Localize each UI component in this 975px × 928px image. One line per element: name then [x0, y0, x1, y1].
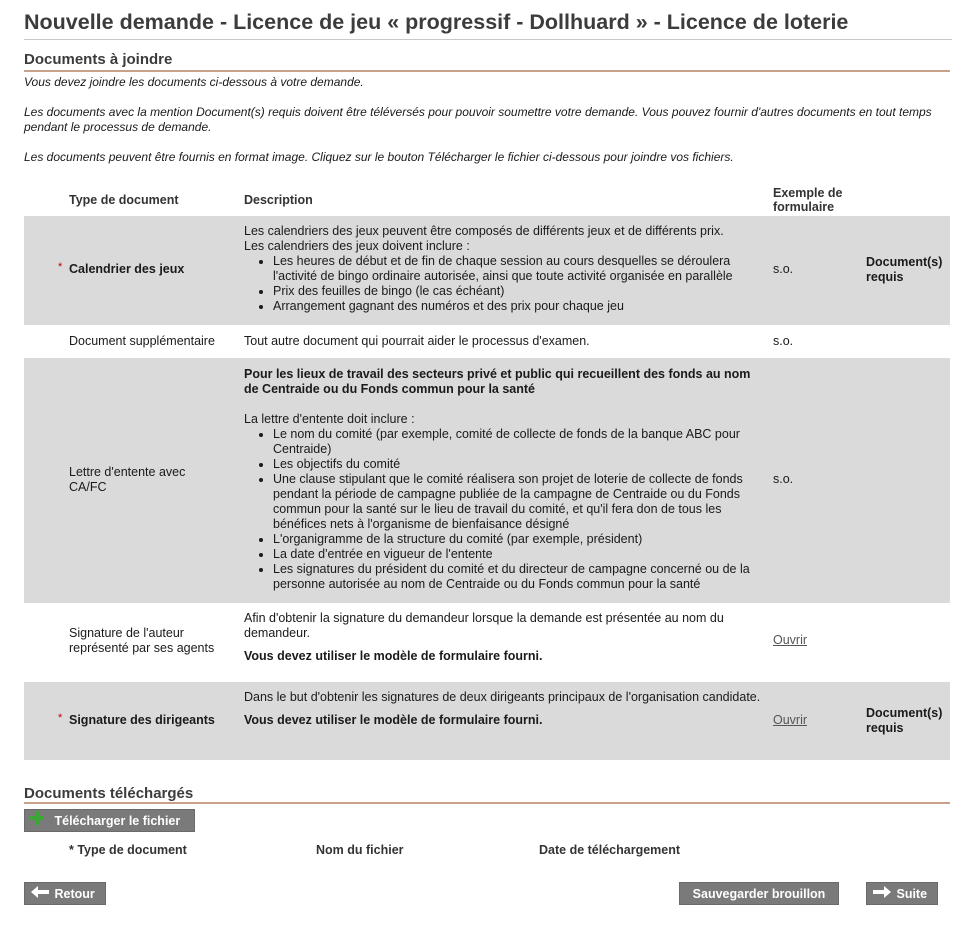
template-note: Vous devez utiliser le modèle de formulaire fourni. — [244, 649, 543, 663]
open-example-link[interactable]: Ouvrir — [773, 713, 808, 727]
arrow-right-icon — [873, 883, 891, 906]
upload-file-button[interactable] — [24, 809, 195, 832]
page-title: Nouvelle demande - Licence de jeu « progressif - Dollhuard » - Licence de loterie — [24, 10, 849, 34]
required-document-label: Document(s) requis — [866, 706, 943, 735]
description-bullet: • La date d'entrée en vigueur de l'entente — [273, 547, 764, 562]
template-note: Vous devez utiliser le modèle de formulaire fourni. — [244, 713, 543, 727]
document-description — [244, 611, 764, 664]
document-description: Tout autre document qui pourrait aider le processus d'examen. — [244, 334, 590, 348]
document-type-label: Lettre d'entente avec CA/FC — [69, 465, 186, 494]
uploaded-heading-rule — [24, 802, 950, 804]
header-document-type: Type de document — [69, 193, 179, 207]
example-form-value: s.o. — [773, 472, 794, 486]
description-bullet: • Une clause stipulant que le comité réalisera son projet de loterie de collecte de fonds pendant la période de campagne publiée de la campagne de Centraide ou du Fonds commun pour la santé sur le lieu de travail du comité, et qu'il fera don de tous les bénéfices nets à l'organisme de bienfaisance désigné — [273, 472, 764, 532]
description-bullet-list — [244, 254, 764, 314]
uploaded-documents-heading: Documents téléchargés — [24, 785, 194, 802]
example-form-cell — [773, 713, 853, 728]
intro-text-1: Vous devez joindre les documents ci-dessous à votre demande. — [24, 75, 364, 89]
description-bullet-list — [244, 427, 764, 592]
documents-heading: Documents à joindre — [24, 51, 173, 68]
plus-icon — [29, 810, 45, 834]
header-example-form: Exemple de formulaire — [773, 186, 843, 214]
document-description — [244, 367, 764, 592]
required-asterisk: * — [58, 261, 63, 273]
description-line: Les calendriers des jeux doivent inclure : — [244, 239, 470, 253]
example-form-value: s.o. — [773, 334, 794, 348]
upload-button-label: Télécharger le fichier — [54, 814, 181, 829]
example-form-value: s.o. — [773, 262, 794, 276]
uploaded-column-filename: Nom du fichier — [316, 843, 404, 857]
save-draft-label: Sauvegarder brouillon — [692, 887, 826, 901]
open-example-link[interactable]: Ouvrir — [773, 633, 808, 647]
description-line: Les calendriers des jeux peuvent être composés de différents jeux et de différents prix. — [244, 224, 724, 238]
description-bullet: • Les objectifs du comité — [273, 457, 764, 472]
required-document-label: Document(s) requis — [866, 255, 943, 284]
description-bullet: • Arrangement gagnant des numéros et des prix pour chaque jeu — [273, 299, 764, 314]
uploaded-column-type: * Type de document — [69, 843, 187, 857]
document-row-officers-signature — [24, 682, 950, 760]
document-type-label: Document supplémentaire — [69, 334, 215, 348]
uploaded-column-date: Date de téléchargement — [539, 843, 681, 857]
description-bullet: • Prix des feuilles de bingo (le cas échéant) — [273, 284, 764, 299]
description-line: La lettre d'entente doit inclure : — [244, 412, 415, 426]
description-line: Dans le but d'obtenir les signatures de deux dirigeants principaux de l'organisation candidate. — [244, 690, 761, 704]
back-button[interactable] — [24, 882, 106, 905]
description-bullet: • L'organigramme de la structure du comité (par exemple, président) — [273, 532, 764, 547]
description-bullet: • Les heures de début et de fin de chaque session au cours desquelles se déroulera l'activité de bingo ordinaire autorisée, ainsi que toute activité organisée en parallèle — [273, 254, 764, 284]
arrow-left-icon — [31, 883, 49, 906]
title-divider — [24, 39, 952, 40]
documents-heading-rule — [24, 70, 950, 72]
document-row-author-signature — [24, 603, 950, 682]
document-type-label: Calendrier des jeux — [69, 262, 185, 276]
required-asterisk: * — [58, 712, 63, 724]
document-row-agreement-letter — [24, 358, 950, 603]
next-button[interactable] — [866, 882, 938, 905]
intro-text-2: Les documents avec la mention Document(s) requis doivent être téléversés pour pouvoir soumettre votre demande. Vous pouvez fournir d'autres documents en tout temps pendant le processus de demande. — [24, 105, 932, 134]
intro-text-3: Les documents peuvent être fournis en format image. Cliquez sur le bouton Télécharger le fichier ci-dessous pour joindre vos fichiers. — [24, 150, 734, 164]
document-row-game-calendar — [24, 216, 950, 325]
document-type-label: Signature des dirigeants — [69, 713, 215, 727]
document-description — [244, 690, 764, 728]
next-button-label: Suite — [896, 887, 928, 901]
document-row-additional — [24, 325, 950, 358]
back-button-label: Retour — [54, 887, 95, 901]
header-description: Description — [244, 193, 313, 207]
example-form-cell — [773, 633, 853, 648]
description-line: Afin d'obtenir la signature du demandeur lorsque la demande est présentée au nom du demandeur. — [244, 611, 724, 640]
description-emphasis: Pour les lieux de travail des secteurs privé et public qui recueillent des fonds au nom de Centraide ou du Fonds commun pour la santé — [244, 367, 751, 396]
save-draft-button[interactable] — [679, 882, 839, 905]
document-type-label: Signature de l'auteur représenté par ses agents — [69, 626, 215, 655]
description-bullet: • Le nom du comité (par exemple, comité de collecte de fonds de la banque ABC pour Centraide) — [273, 427, 764, 457]
description-bullet: • Les signatures du président du comité et du directeur de campagne concerné ou de la personne autorisée au nom de Centraide ou du Fonds commun pour la santé — [273, 562, 764, 592]
document-description — [244, 224, 764, 314]
